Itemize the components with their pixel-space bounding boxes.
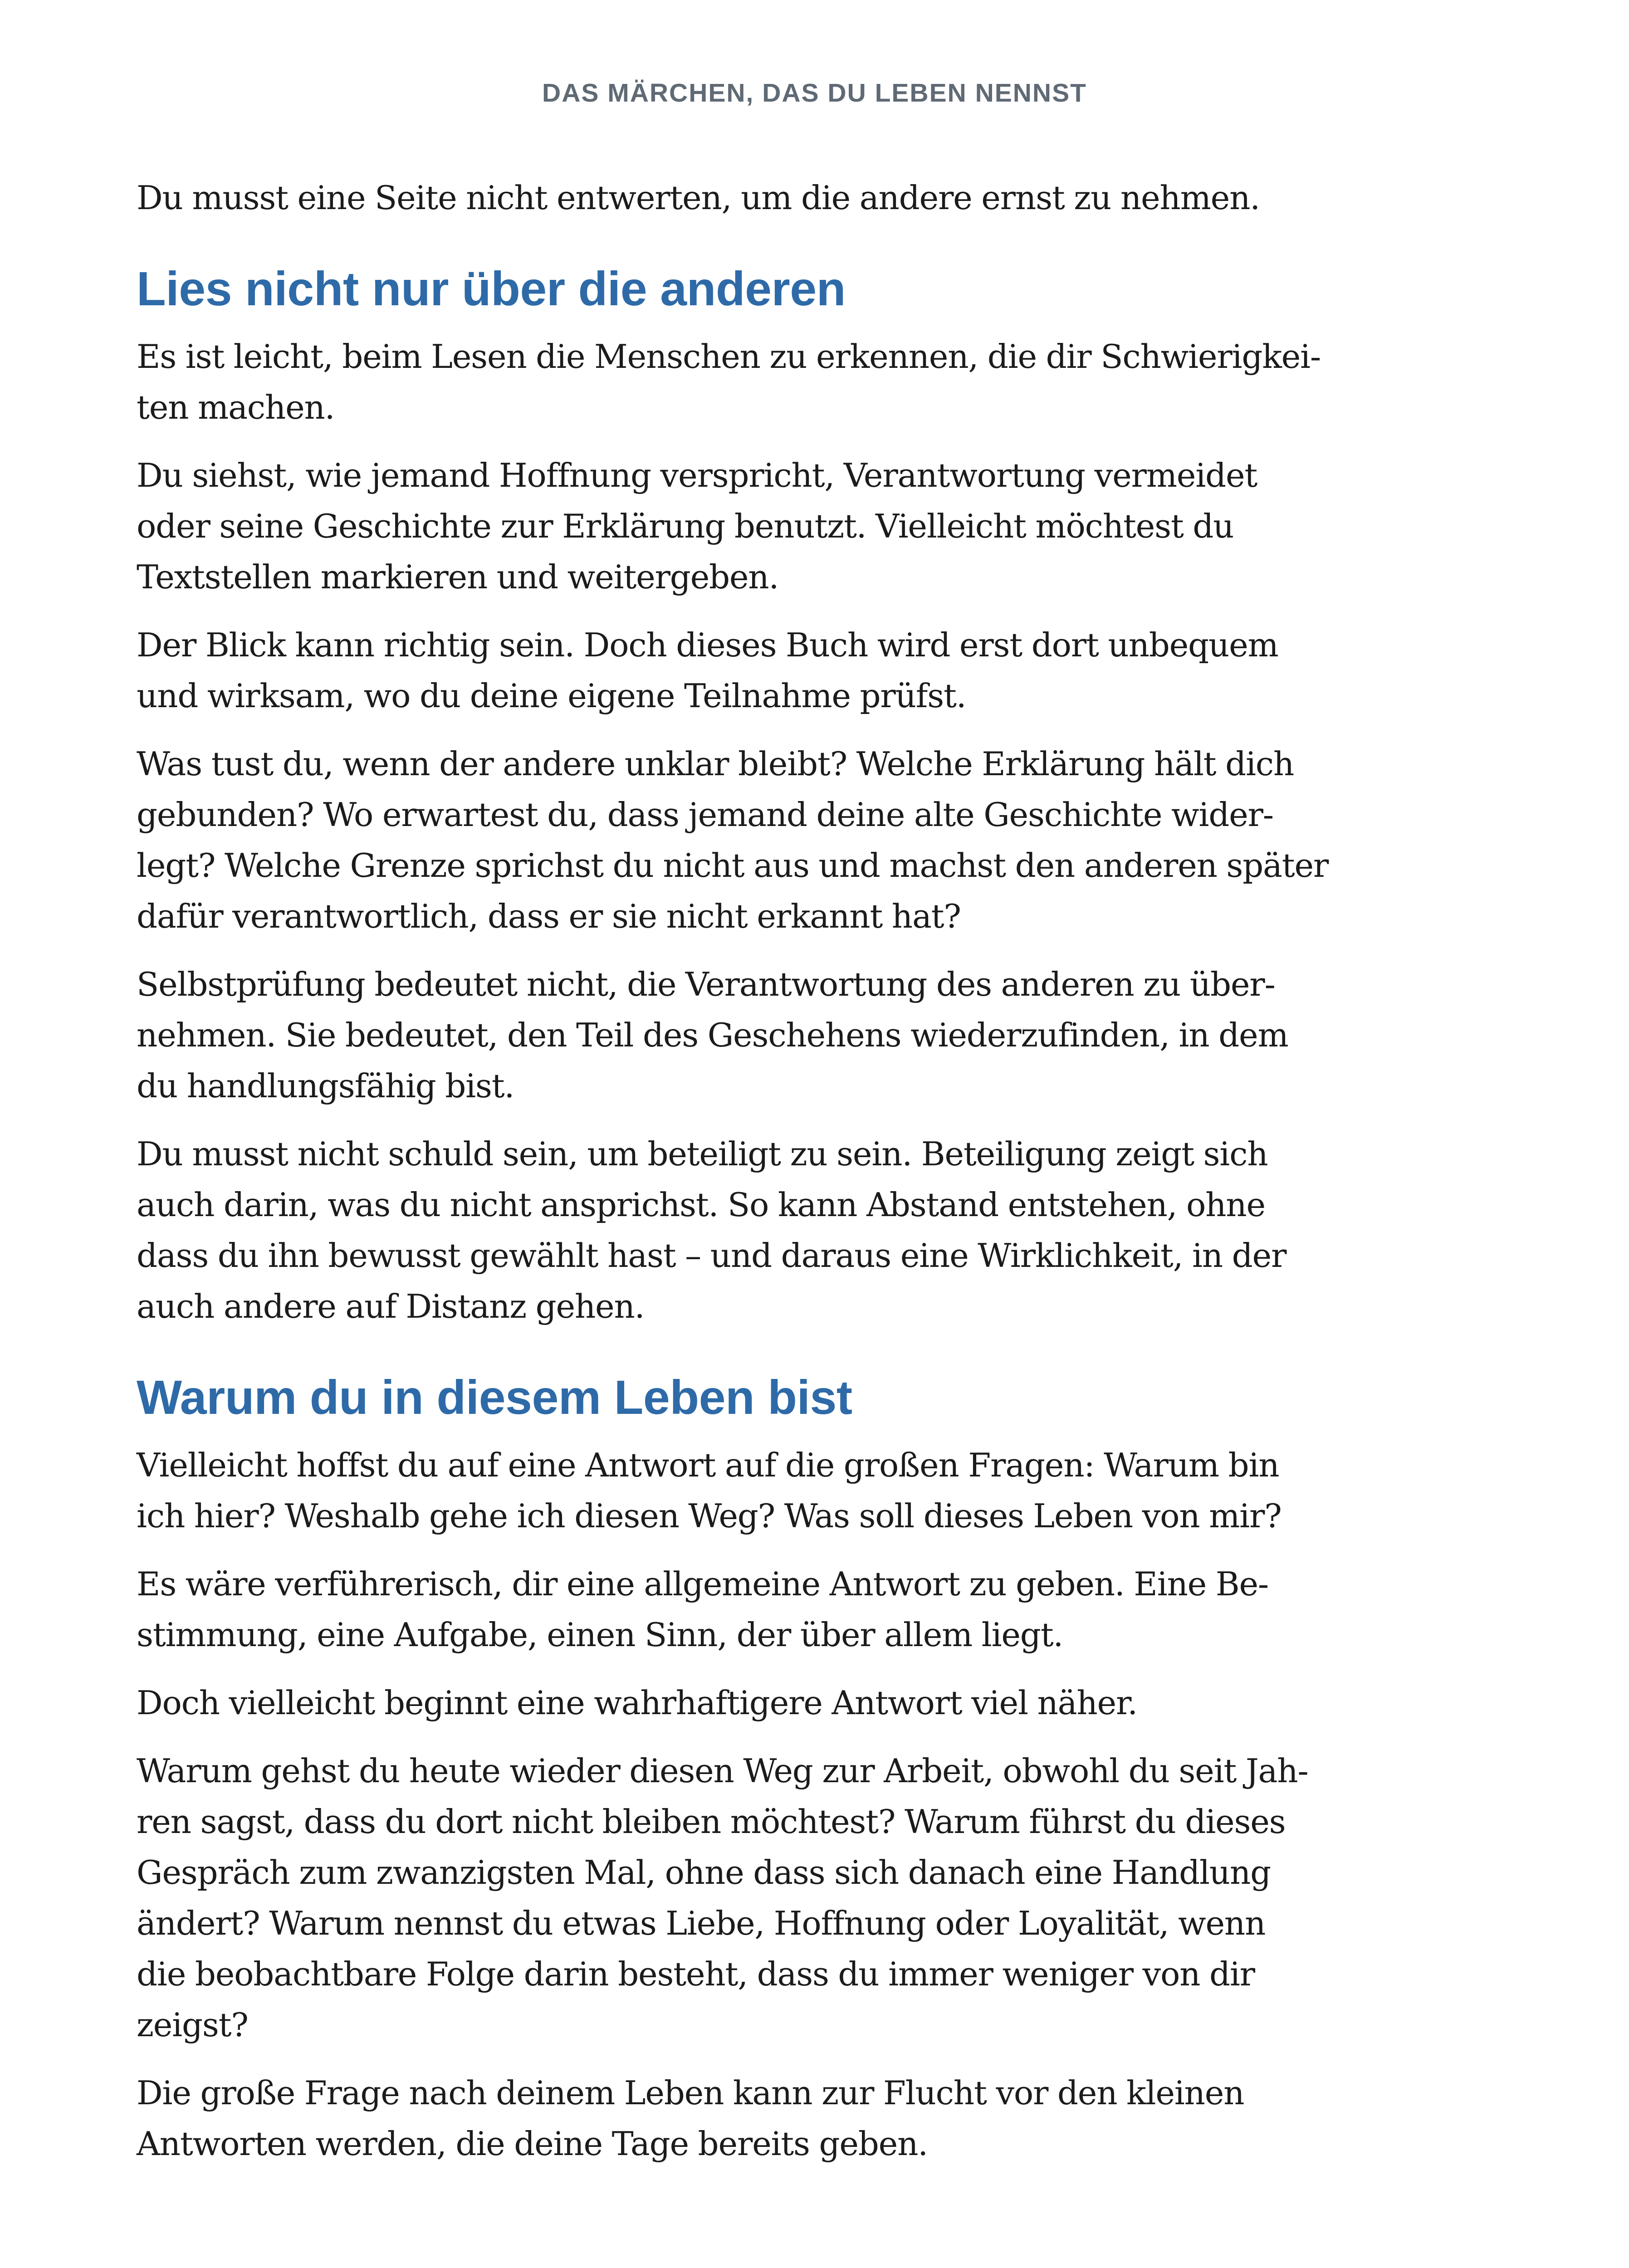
page-body bbox=[137, 172, 1452, 2186]
paragraph bbox=[137, 620, 1452, 721]
paragraph bbox=[137, 1677, 1452, 1728]
text-line: dafür verantwortlich, dass er sie nicht erkannt hat? bbox=[137, 897, 961, 935]
text-line: Antworten werden, die deine Tage bereits geben. bbox=[137, 2125, 928, 2163]
paragraph bbox=[137, 1440, 1452, 1541]
text-line: Es wäre verführerisch, dir eine allgemeine Antwort zu geben. Eine Be- bbox=[137, 1565, 1268, 1603]
text-line: Du musst nicht schuld sein, um beteiligt zu sein. Beteiligung zeigt sich bbox=[137, 1135, 1268, 1173]
section-heading-warum-du: Warum du in diesem Leben bist bbox=[137, 1371, 852, 1424]
text-line: und wirksam, wo du deine eigene Teilnahme prüfst. bbox=[137, 677, 966, 715]
paragraph bbox=[137, 738, 1452, 942]
text-line: Du siehst, wie jemand Hoffnung verspricht, Verantwortung vermeidet bbox=[137, 456, 1257, 494]
running-header: DAS MÄRCHEN, DAS DU LEBEN NENNST bbox=[542, 78, 1087, 108]
text-line: Die große Frage nach deinem Leben kann zur Flucht vor den kleinen bbox=[137, 2074, 1244, 2112]
text-line: Es ist leicht, beim Lesen die Menschen zu erkennen, die dir Schwierigkei- bbox=[137, 337, 1321, 376]
text-line: nehmen. Sie bedeutet, den Teil des Geschehens wiederzufinden, in dem bbox=[137, 1016, 1288, 1054]
text-line: Du musst eine Seite nicht entwerten, um die andere ernst zu nehmen. bbox=[137, 179, 1260, 217]
text-line: Textstellen markieren und weitergeben. bbox=[137, 558, 779, 596]
text-line: Vielleicht hoffst du auf eine Antwort auf die großen Fragen: Warum bin bbox=[137, 1446, 1279, 1484]
text-line: Der Blick kann richtig sein. Doch dieses Buch wird erst dort unbequem bbox=[137, 626, 1278, 664]
text-line: auch andere auf Distanz gehen. bbox=[137, 1287, 645, 1325]
text-line: die beobachtbare Folge darin besteht, dass du immer weniger von dir bbox=[137, 1955, 1255, 1993]
text-line: Doch vielleicht beginnt eine wahrhaftigere Antwort viel näher. bbox=[137, 1684, 1137, 1722]
paragraph bbox=[137, 2068, 1452, 2169]
paragraph bbox=[137, 959, 1452, 1111]
paragraph bbox=[137, 1559, 1452, 1660]
paragraph bbox=[137, 450, 1452, 602]
text-line: ändert? Warum nennst du etwas Liebe, Hoffnung oder Loyalität, wenn bbox=[137, 1904, 1266, 1942]
text-line: gebunden? Wo erwartest du, dass jemand deine alte Geschichte wider- bbox=[137, 796, 1273, 834]
paragraph bbox=[137, 331, 1452, 433]
section-heading-lies-nicht-nur: Lies nicht nur über die anderen bbox=[137, 262, 846, 316]
text-line: legt? Welche Grenze sprichst du nicht aus und machst den anderen später bbox=[137, 846, 1329, 885]
text-line: auch darin, was du nicht ansprichst. So kann Abstand entstehen, ohne bbox=[137, 1186, 1265, 1224]
paragraph bbox=[137, 1129, 1452, 1332]
text-line: stimmung, eine Aufgabe, einen Sinn, der über allem liegt. bbox=[137, 1616, 1063, 1654]
text-line: Gespräch zum zwanzigsten Mal, ohne dass sich danach eine Handlung bbox=[137, 1853, 1271, 1892]
text-line: dass du ihn bewusst gewählt hast – und daraus eine Wirklichkeit, in der bbox=[137, 1237, 1287, 1275]
paragraph bbox=[137, 1745, 1452, 2050]
text-line: ten machen. bbox=[137, 388, 335, 426]
text-line: zeigst? bbox=[137, 2006, 248, 2044]
text-line: Selbstprüfung bedeutet nicht, die Verantwortung des anderen zu über- bbox=[137, 965, 1275, 1003]
text-line: ich hier? Weshalb gehe ich diesen Weg? Was soll dieses Leben von mir? bbox=[137, 1497, 1282, 1535]
text-line: Warum gehst du heute wieder diesen Weg zur Arbeit, obwohl du seit Jah- bbox=[137, 1752, 1308, 1790]
intro-paragraph bbox=[137, 172, 1452, 223]
text-line: oder seine Geschichte zur Erklärung benutzt. Vielleicht möchtest du bbox=[137, 507, 1234, 545]
text-line: ren sagst, dass du dort nicht bleiben möchtest? Warum führst du dieses bbox=[137, 1803, 1286, 1841]
text-line: Was tust du, wenn der andere unklar bleibt? Welche Erklärung hält dich bbox=[137, 745, 1294, 783]
text-line: du handlungsfähig bist. bbox=[137, 1067, 514, 1105]
